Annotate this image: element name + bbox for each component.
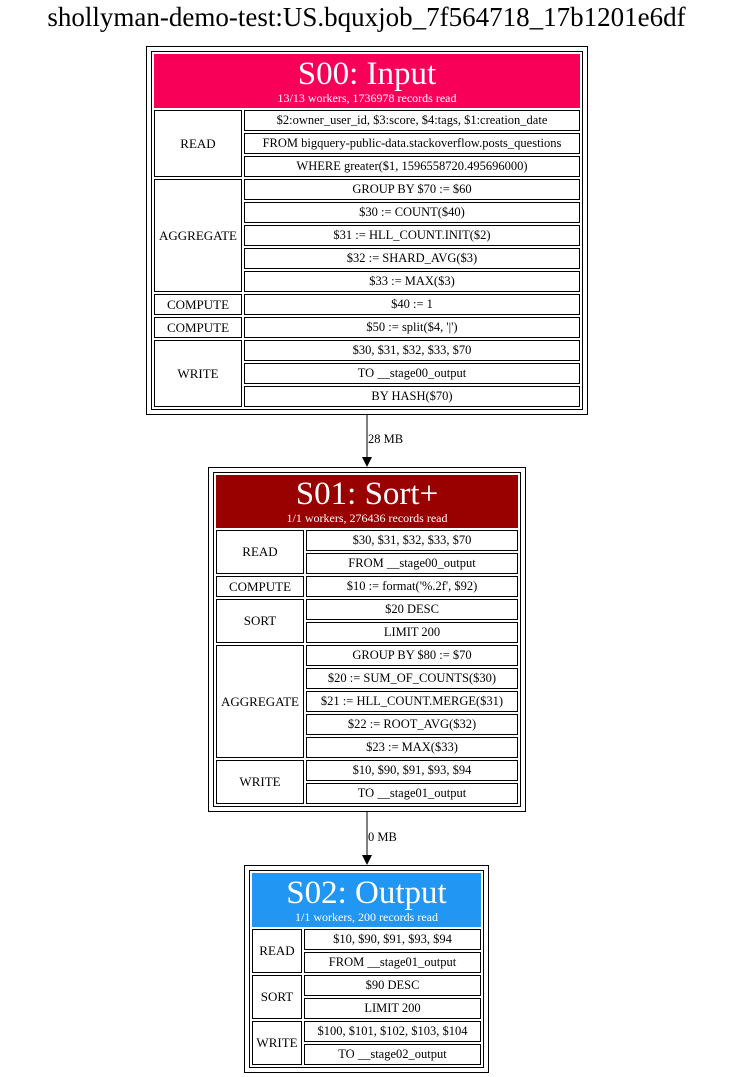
step-item: $10, $90, $91, $93, $94 <box>306 760 518 781</box>
step-label: COMPUTE <box>216 576 304 597</box>
step-group-compute <box>154 294 580 315</box>
step-item: $21 := HLL_COUNT.MERGE($31) <box>306 691 518 712</box>
step-items <box>306 599 518 643</box>
step-items <box>304 975 481 1019</box>
stage-subtitle: 13/13 workers, 1736978 records read <box>277 90 457 105</box>
step-item: TO __stage02_output <box>304 1044 481 1065</box>
step-item: FROM __stage00_output <box>306 553 518 574</box>
step-items <box>304 1021 481 1065</box>
step-item: GROUP BY $70 := $60 <box>244 179 580 200</box>
stage-s02-node[interactable] <box>244 865 489 1073</box>
stage-s00-node[interactable] <box>146 46 588 415</box>
step-item: $30, $31, $32, $33, $70 <box>306 530 518 551</box>
stage-subtitle: 1/1 workers, 200 records read <box>295 909 438 924</box>
stage-title: S01: Sort+ <box>295 476 439 512</box>
step-group-sort <box>252 975 481 1019</box>
step-item: $32 := SHARD_AVG($3) <box>244 248 580 269</box>
step-label: COMPUTE <box>154 294 242 315</box>
step-label: AGGREGATE <box>154 179 242 292</box>
step-label: READ <box>154 110 242 177</box>
step-item: TO __stage01_output <box>306 783 518 804</box>
step-items <box>244 317 580 338</box>
step-items <box>244 179 580 292</box>
step-item: $2:owner_user_id, $3:score, $4:tags, $1:creation_date <box>244 110 580 131</box>
step-item: $31 := HLL_COUNT.INIT($2) <box>244 225 580 246</box>
step-group-sort <box>216 599 518 643</box>
step-group-aggregate <box>216 645 518 758</box>
step-item: $40 := 1 <box>244 294 580 315</box>
stage-header <box>252 873 481 927</box>
stage-header <box>216 475 518 528</box>
stage-header <box>154 54 580 108</box>
step-label: SORT <box>252 975 302 1019</box>
step-item: GROUP BY $80 := $70 <box>306 645 518 666</box>
stage-title: S00: Input <box>297 55 437 92</box>
step-item: $22 := ROOT_AVG($32) <box>306 714 518 735</box>
step-item: WHERE greater($1, 1596558720.495696000) <box>244 156 580 177</box>
step-item: $50 := split($4, '|') <box>244 317 580 338</box>
step-group-write <box>154 340 580 407</box>
step-item: FROM __stage01_output <box>304 952 481 973</box>
step-item: $33 := MAX($3) <box>244 271 580 292</box>
step-label: WRITE <box>216 760 304 804</box>
step-item: $10 := format('%.2f', $92) <box>306 576 518 597</box>
step-group-write <box>252 1021 481 1065</box>
step-item: $10, $90, $91, $93, $94 <box>304 929 481 950</box>
step-items <box>306 760 518 804</box>
step-group-write <box>216 760 518 804</box>
step-group-compute <box>154 317 580 338</box>
step-items <box>244 110 580 177</box>
edge-label-s00-s01: 28 MB <box>368 432 404 446</box>
step-item: LIMIT 200 <box>306 622 518 643</box>
step-item: $30, $31, $32, $33, $70 <box>244 340 580 361</box>
step-item: TO __stage00_output <box>244 363 580 384</box>
step-item: FROM bigquery-public-data.stackoverflow.posts_questions <box>244 133 580 154</box>
step-group-aggregate <box>154 179 580 292</box>
step-group-read <box>154 110 580 177</box>
step-item: LIMIT 200 <box>304 998 481 1019</box>
step-label: WRITE <box>154 340 242 407</box>
stage-title: S02: Output <box>286 874 447 911</box>
step-label: AGGREGATE <box>216 645 304 758</box>
step-group-read <box>216 530 518 574</box>
step-item: $20 := SUM_OF_COUNTS($30) <box>306 668 518 689</box>
step-items <box>244 294 580 315</box>
step-item: BY HASH($70) <box>244 386 580 407</box>
step-items <box>244 340 580 407</box>
step-group-read <box>252 929 481 973</box>
step-item: $30 := COUNT($40) <box>244 202 580 223</box>
step-items <box>306 645 518 758</box>
step-label: WRITE <box>252 1021 302 1065</box>
step-items <box>306 576 518 597</box>
step-items <box>304 929 481 973</box>
step-group-compute <box>216 576 518 597</box>
step-item: $20 DESC <box>306 599 518 620</box>
edge-label-s01-s02: 0 MB <box>368 830 397 844</box>
step-item: $23 := MAX($33) <box>306 737 518 758</box>
step-label: READ <box>252 929 302 973</box>
step-label: SORT <box>216 599 304 643</box>
step-label: READ <box>216 530 304 574</box>
stage-subtitle: 1/1 workers, 276436 records read <box>286 511 448 525</box>
stage-s01-node[interactable] <box>208 467 526 812</box>
step-item: $90 DESC <box>304 975 481 996</box>
step-item: $100, $101, $102, $103, $104 <box>304 1021 481 1042</box>
step-label: COMPUTE <box>154 317 242 338</box>
diagram-title: shollyman-demo-test:US.bquxjob_7f564718_17b1201e6df <box>47 2 686 32</box>
step-items <box>306 530 518 574</box>
